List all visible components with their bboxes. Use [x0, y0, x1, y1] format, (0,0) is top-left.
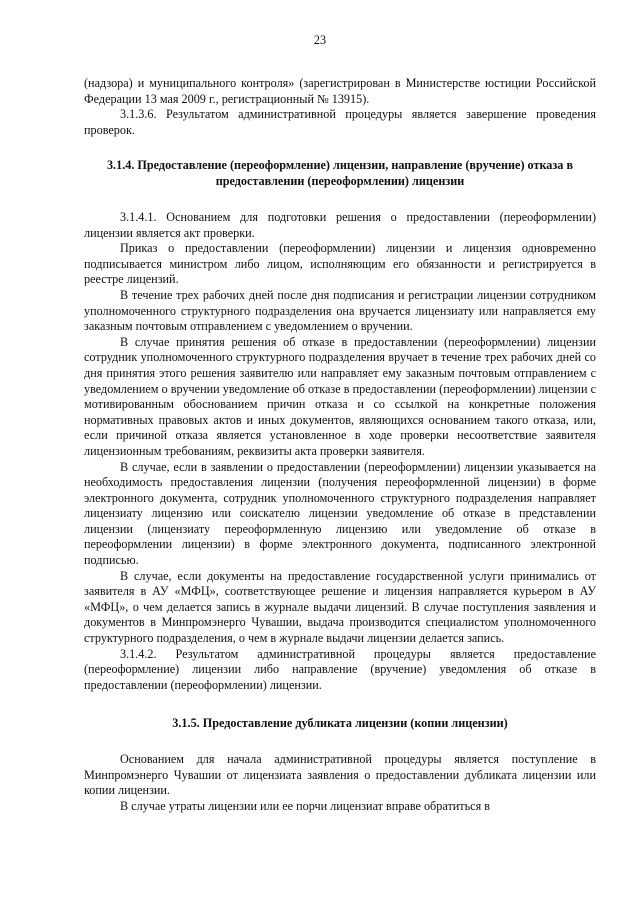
section-heading-3-1-4	[84, 158, 596, 189]
intro-block	[84, 76, 596, 138]
paragraph: 3.1.4.1. Основанием для подготовки решения о предоставлении (переоформлении) лицензии является акт проверки.	[84, 210, 596, 240]
paragraph: В случае утраты лицензии или ее порчи лицензиат вправе обратиться в	[120, 798, 490, 813]
section-heading: 3.1.4. Предоставление (переоформление) лицензии, направление (вручение) отказа в предоставлении (переоформлении) лицензии	[106, 158, 574, 188]
paragraph: Основанием для начала административной процедуры является поступление в Минпромэнерго Чувашии от лицензиата заявления о предоставлении дубликата лицензии или копии лицензии.	[84, 752, 596, 798]
paragraph: (надзора) и муниципального контроля» (зарегистрирован в Министерстве юстиции Российской Федерации 13 мая 2009 г., регистрационный № 13915).	[84, 76, 596, 106]
section-body-3-1-5	[84, 752, 596, 814]
page-number: 23	[313, 33, 327, 47]
paragraph: 3.1.3.6. Результатом административной процедуры является завершение проведения проверок.	[84, 107, 596, 137]
paragraph: В случае, если документы на предоставление государственной услуги принимались от заявителя в АУ «МФЦ», соответствующее решение и лицензия направляется курьером в АУ «МФЦ», о чем делается запись в журнале выдачи лицензий. В случае поступления заявления и документов в Минпромэнерго Чувашии, выдача производится специалистом уполномоченного структурного подразделения, о чем в журнале выдачи лицензии делается запись.	[84, 568, 596, 646]
paragraph: Приказ о предоставлении (переоформлении) лицензии и лицензия одновременно подписывается министром либо лицом, исполняющим его обязанности и регистрируется в реестре лицензий.	[84, 241, 596, 287]
paragraph: В случае, если в заявлении о предоставлении (переоформлении) лицензии указывается на необходимость предоставления лицензии (получения переоформленной лицензии) в форме электронного документа, сотрудник уполномоченного структурного подразделения направляет лицензиату лицензию или соискателю лицензии уведомление об отказе в представлении лицензии (лицензиату переоформленную лицензию или уведомление об отказе в переоформлении лицензии) в форме электронного документа, подписанного электронной подписью.	[84, 459, 596, 568]
paragraph: 3.1.4.2. Результатом административной процедуры является предоставление (переоформление) лицензии либо направление (вручение) уведомления об отказе в предоставлении (переоформлении) лицензии.	[84, 646, 596, 692]
section-heading-3-1-5	[84, 716, 596, 732]
section-body-3-1-4	[84, 210, 596, 693]
section-heading: 3.1.5. Предоставление дубликата лицензии (копии лицензии)	[172, 716, 508, 730]
paragraph: В течение трех рабочих дней после дня подписания и регистрации лицензии сотрудником уполномоченного структурного подразделения она вручается лицензиату или направляется ему заказным почтовым отправлением с уведомлением о вручении.	[84, 287, 596, 334]
paragraph: В случае принятия решения об отказе в предоставлении (переоформлении) лицензии сотрудник уполномоченного структурного подразделения вручает в течение трех рабочих дней со дня принятия этого решения заявителю или направляет ему заказным почтовым отправлением с уведомлением о вручении уведомление об отказе в предоставлении (переоформлении) лицензии с мотивированным обоснованием причин отказа и со ссылкой на конкретные положения нормативных правовых актов и иных документов, являющихся основанием такого отказа, или, если причиной отказа является установленное в ходе проверки несоответствие заявителя лицензионным требованиям, реквизиты акта проверки заявителя.	[84, 334, 596, 458]
